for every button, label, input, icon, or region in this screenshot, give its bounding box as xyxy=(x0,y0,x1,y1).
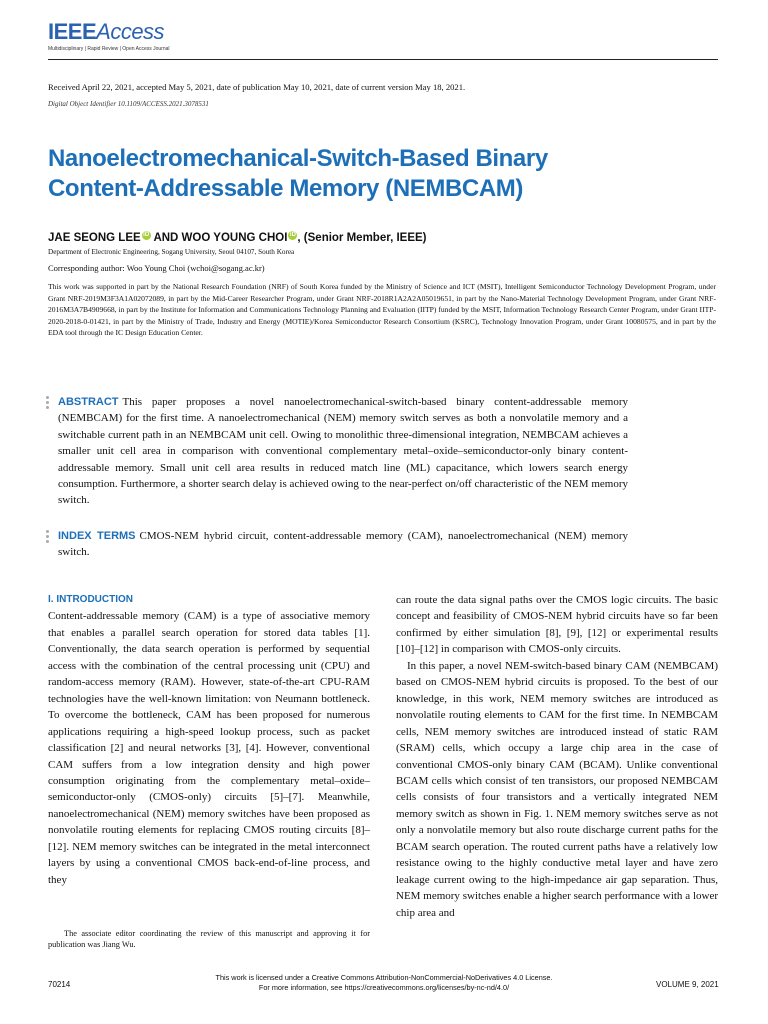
header-divider xyxy=(48,59,718,60)
affiliation: Department of Electronic Engineering, Sogang University, Seoul 04107, South Korea xyxy=(48,248,295,256)
intro-paragraph-2: In this paper, a novel NEM-switch-based binary CAM (NEMBCAM) based on CMOS-NEM hybrid circuits is proposed. To the best of our knowledge, in this work, NEM memory switches are introduced as nonvolatile routing elements to CAM for the first time. In NEMBCAM cells, NEM memory switches are introduced instead of static RAM (SRAM) cells, which occupy a large chip area in the case of conventional CMOS-only binary CAM (BCAM). Unlike conventional BCAM cells which consist of ten transistors, our proposed NEMBCAM cells consists of four transistors and a vertically integrated NEM memory switch as shown in Fig. 1. NEM memory switches serve as not only a nonvolatile memory but also route discharge current paths for the BCAM search operation. The routed current paths have a relatively low resistance owing to the highly conductive metal layer and have zero leakage current owing to the high-impedance air gap separation. Thus, NEM memory switches enable a higher search performance with a lower chip area and xyxy=(396,659,718,919)
index-terms-text: CMOS-NEM hybrid circuit, content-addressable memory (CAM), nanoelectromechanical (NEM) memory switch. xyxy=(58,530,628,559)
intro-paragraph: Content-addressable memory (CAM) is a type of associative memory that enables a parallel search operation for stored data tables [1]. Conventionally, the data search operation is performed by sequential access with the combination of the central processing unit (CPU) and random-access memory (RAM). However, state-of-the-art CPU-RAM technologies have the well-known limitation: von Neumann bottleneck. To overcome the bottleneck, CAM has been proposed for numerous applications requiring a high-speed lookup process, such as packet classification [2] and neural networks [3], [4]. However, conventional CAM suffers from a low integration density and high power consumption originating from the complementary metal–oxide–semiconductor-only (CMOS-only) circuits [5]–[7]. Meanwhile, nanoelectromechanical (NEM) memory switches have been proposed as nonvolatile routing elements for replacing CMOS routing circuits [8]–[12]. NEM memory switches can be integrated in the metal interconnect layers by using a conventional CMOS back-end-of-line process, and they xyxy=(48,610,370,886)
abstract-label: ABSTRACT xyxy=(58,396,119,408)
index-terms xyxy=(58,528,628,561)
index-terms-label: INDEX TERMS xyxy=(58,530,136,542)
logo-access-text: Access xyxy=(96,19,165,44)
abstract-marker-icon xyxy=(46,396,50,412)
title-line-1: Nanoelectromechanical-Switch-Based Binary xyxy=(48,145,548,172)
doi-line[interactable]: Digital Object Identifier 10.1109/ACCESS.2021.3078531 xyxy=(48,100,209,108)
abstract xyxy=(58,394,628,509)
author-2: AND WOO YOUNG CHOI xyxy=(150,231,288,244)
author-1: JAE SEONG LEE xyxy=(48,231,141,244)
abstract-text: This paper proposes a novel nanoelectromechanical-switch-based binary content-addressable memory (NEMBCAM) for the first time. A nanoelectromechanical (NEM) memory switch serves as both a nonvolatile memory and a switchable current path in an NEMBCAM unit cell. Owing to monolithic three-dimensional integration, NEMBCAM achieves a smaller unit cell area in comparison with conventional complementary metal–oxide–semiconductor-only binary content-addressable memory. Small unit cell area results in reduced match line (ML) capacitance, which lowers search energy consumption. Furthermore, a shorter search delay is achieved owing to the near-perfect on/off characteristic of the NEM memory switch. xyxy=(58,396,628,507)
orcid-icon[interactable]: iD xyxy=(289,232,296,238)
author-suffix: , (Senior Member, IEEE) xyxy=(297,231,427,244)
orcid-icon[interactable]: iD xyxy=(143,232,150,238)
intro-paragraph-continued: can route the data signal paths over the CMOS logic circuits. The basic concept and feasibility of CMOS-NEM hybrid circuits have so far been confirmed by either simulation [8], [9], [12] or experimental results [10]–[12] in comparison with CMOS-only circuits. xyxy=(396,594,718,656)
paper-title xyxy=(48,144,688,204)
license-line-2[interactable]: For more information, see https://creativecommons.org/licenses/by-nc-nd/4.0/ xyxy=(258,983,510,992)
license-notice xyxy=(0,973,768,993)
author-list xyxy=(48,231,427,244)
index-terms-marker-icon xyxy=(46,530,50,546)
page-number: 70214 xyxy=(48,980,71,989)
volume-label: VOLUME 9, 2021 xyxy=(656,980,719,989)
received-dates: Received April 22, 2021, accepted May 5, 2021, date of publication May 10, 2021, date of current version May 18, 2021. xyxy=(48,82,466,92)
left-column xyxy=(48,592,370,888)
section-heading: I. INTRODUCTION xyxy=(48,594,133,605)
right-column xyxy=(396,592,718,921)
license-line-1: This work is licensed under a Creative Commons Attribution-NonCommercial-NoDerivatives 4.0 License. xyxy=(215,973,553,982)
title-line-2: Content-Addressable Memory (NEMBCAM) xyxy=(48,175,523,202)
journal-logo[interactable] xyxy=(48,19,164,45)
funding-statement: This work was supported in part by the National Research Foundation (NRF) of South Korea funded by the Ministry of Science and ICT (MSIT), Intelligent Semiconductor Technology Development Program, under Grant NRF-2019M3F3A1A02072089, in part by the Mid-Career Researcher Program, under Grant NRF-2018R1A2A2A05019651, in part by the Nano-Material Technology Development Program, under Grant NRF-2016M3A7B4909668, in part by the Institute for Information and Communications Technology Planning and Evaluation (IITP) funded by the MSIT, Information Technology Research Center Program, under Grant IITP-2020-2018-0-01421, in part by the Ministry of Trade, Industry and Energy (MOTIE)/Korea Semiconductor Research Consortium (KSRC), Technology Innovation Program, under Grant 10080575, and in part by the EDA tool through the IC Design Education Center. xyxy=(48,282,716,337)
corresponding-author: Corresponding author: Woo Young Choi (wchoi@sogang.ac.kr) xyxy=(48,263,265,273)
editor-footnote xyxy=(48,928,370,950)
footnote-text: The associate editor coordinating the review of this manuscript and approving it for publication was Jiang Wu. xyxy=(48,929,370,949)
journal-tagline: Multidisciplinary | Rapid Review | Open Access Journal xyxy=(48,46,170,52)
logo-ieee-text: IEEE xyxy=(48,19,97,44)
